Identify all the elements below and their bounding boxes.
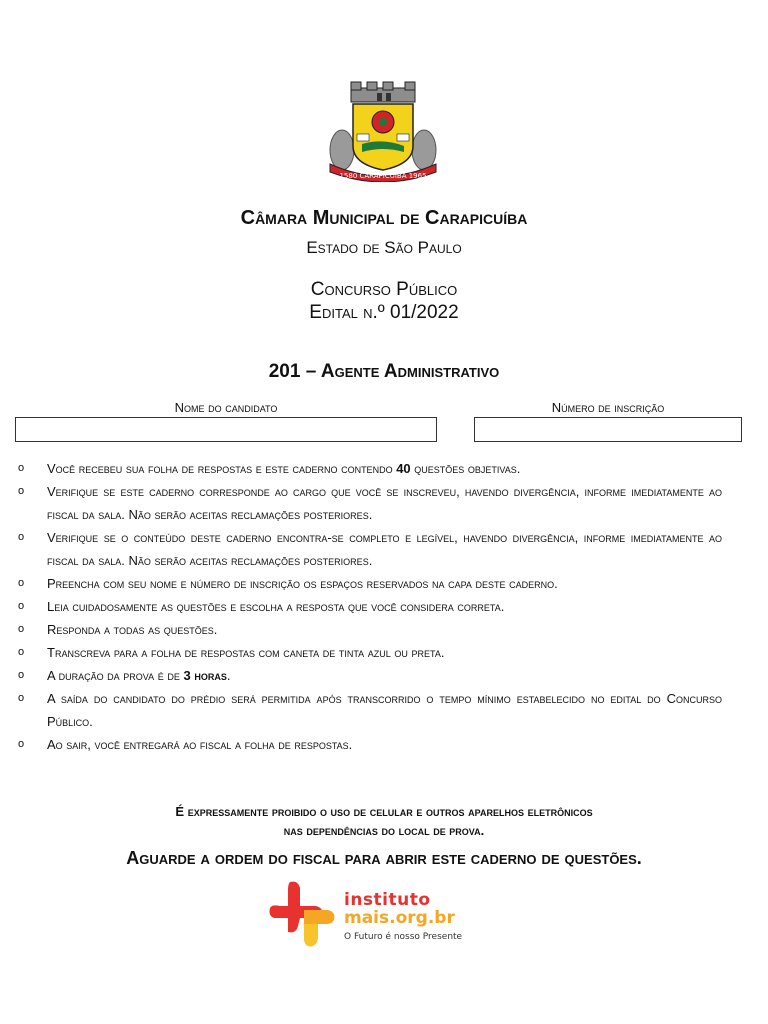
await-instruction: Aguarde a ordem do fiscal para abrir este caderno de questões. xyxy=(126,848,642,868)
instruction-text: A saída do candidato do prédio será permitida após transcorrido o tempo mínimo estabelecido no edital do Concurso Público. xyxy=(47,691,722,729)
electronics-warning xyxy=(0,802,768,840)
bullet-icon: o xyxy=(18,738,25,750)
bullet-icon: o xyxy=(18,669,25,681)
bullet-icon: o xyxy=(18,462,25,474)
warning-line-2: nas dependências do local de prova. xyxy=(283,823,485,838)
list-item xyxy=(18,687,722,733)
instruction-text: Responda a todas as questões. xyxy=(47,622,218,637)
bullet-icon: o xyxy=(18,623,25,635)
bullet-icon: o xyxy=(18,485,25,497)
list-item xyxy=(18,595,722,618)
list-item xyxy=(18,664,722,687)
candidate-name-label: Nome do candidato xyxy=(174,400,278,415)
registration-number-label: Número de inscrição xyxy=(551,400,665,415)
bullet-icon: o xyxy=(18,577,25,589)
instruction-text: Você recebeu sua folha de respostas e este caderno contendo 40 questões objetivas. xyxy=(47,461,521,476)
instruction-text: Transcreva para a folha de respostas com caneta de tinta azul ou preta. xyxy=(47,645,445,660)
list-item xyxy=(18,641,722,664)
list-item xyxy=(18,457,722,480)
list-item xyxy=(18,480,722,526)
logo-tagline: O Futuro é nosso Presente xyxy=(344,932,463,942)
instruction-text: Verifique se este caderno corresponde ao cargo que você se inscreveu, havendo divergência, informe imediatamente ao fiscal da sala. Não serão aceitas reclamações posteriores. xyxy=(47,484,722,522)
plus-logo-icon xyxy=(268,880,338,948)
instruction-text: Verifique se o conteúdo deste caderno encontra-se completo e legível, havendo divergência, informe imediatamente ao fiscal da sala. Não serão aceitas reclamações posteriores. xyxy=(47,530,722,568)
institution-title: Câmara Municipal de Carapicuíba xyxy=(240,207,528,229)
list-item xyxy=(18,733,722,756)
bullet-icon: o xyxy=(18,692,25,704)
contest-title: Concurso Público xyxy=(310,279,458,300)
instructions-list xyxy=(18,457,722,756)
logo-line-1: instituto xyxy=(344,890,431,910)
municipal-crest-emblem xyxy=(326,80,440,182)
instituto-mais-logo xyxy=(268,880,468,948)
edital-number: Edital n.º 01/2022 xyxy=(309,302,459,323)
list-item xyxy=(18,572,722,595)
candidate-name-field[interactable] xyxy=(15,417,437,442)
list-item xyxy=(18,618,722,641)
instruction-text: A duração da prova é de 3 horas. xyxy=(47,668,231,683)
instruction-text: Leia cuidadosamente as questões e escolha a resposta que você considera correta. xyxy=(47,599,505,614)
logo-line-2: mais.org.br xyxy=(344,908,455,928)
list-item xyxy=(18,526,722,572)
instruction-text: Preencha com seu nome e número de inscrição os espaços reservados na capa deste caderno. xyxy=(47,576,558,591)
state-subtitle: Estado de São Paulo xyxy=(306,238,462,257)
crest-ribbon-text: 1580 CARAPICUIBA 1965 xyxy=(339,172,427,180)
bullet-icon: o xyxy=(18,646,25,658)
bullet-icon: o xyxy=(18,600,25,612)
instruction-text: Ao sair, você entregará ao fiscal a folha de respostas. xyxy=(47,737,353,752)
bullet-icon: o xyxy=(18,531,25,543)
registration-number-field[interactable] xyxy=(474,417,742,442)
warning-line-1: É expressamente proibido o uso de celular e outros aparelhos eletrônicos xyxy=(175,804,593,819)
position-title: 201 – Agente Administrativo xyxy=(268,361,500,382)
